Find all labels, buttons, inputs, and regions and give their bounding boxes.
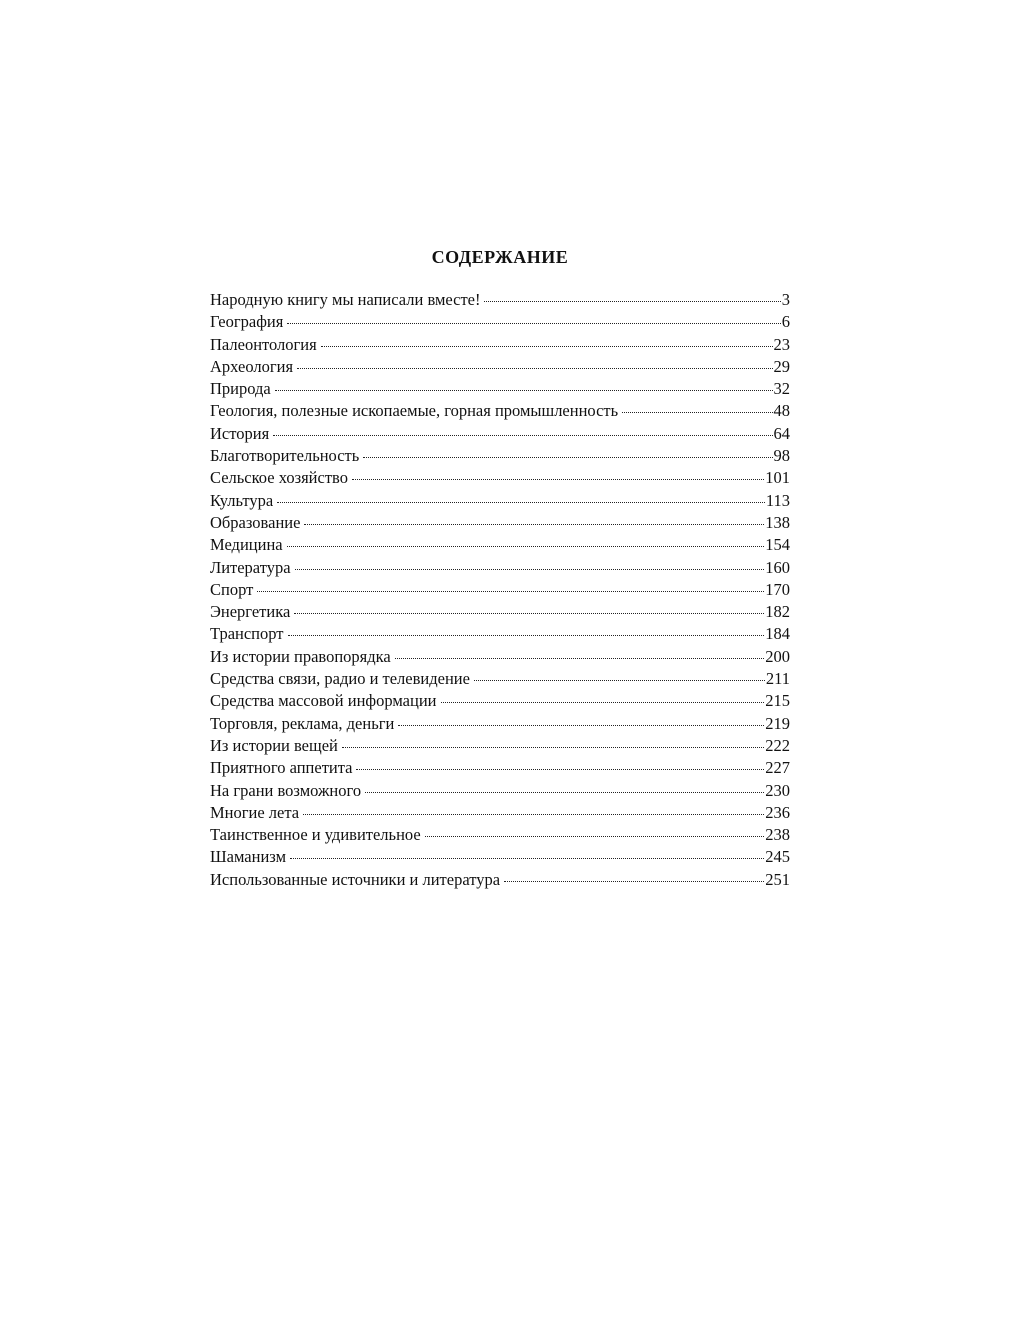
toc-entry-page-number: 48 [773, 401, 790, 421]
toc-entry-page-number: 154 [765, 535, 790, 555]
dot-leader [356, 769, 764, 770]
toc-entry [210, 334, 790, 356]
toc-entry-page-number: 238 [765, 825, 790, 845]
dot-leader [365, 792, 764, 793]
toc-entry-page-number: 200 [765, 646, 790, 666]
toc-entry [210, 601, 790, 623]
toc-entry-label: Культура [210, 490, 274, 510]
toc-entry-page-number: 182 [765, 602, 790, 622]
dot-leader [304, 524, 764, 525]
dot-leader [363, 457, 772, 458]
toc-entry [210, 668, 790, 690]
toc-entry [210, 311, 790, 333]
dot-leader [395, 658, 765, 659]
toc-entry-label: Образование [210, 512, 301, 532]
toc-entry-label: Средства связи, радио и телевидение [210, 669, 470, 689]
dot-leader [288, 635, 765, 636]
toc-entry-page-number: 219 [765, 713, 790, 733]
toc-entry-label: Торговля, реклама, деньги [210, 713, 395, 733]
dot-leader [474, 680, 765, 681]
toc-entry-label: Использованные источники и литература [210, 869, 501, 889]
toc-entry [210, 869, 790, 891]
toc-entry-page-number: 6 [781, 312, 790, 332]
toc-entry-label: Медицина [210, 535, 283, 555]
toc-entry-label: Сельское хозяйство [210, 468, 348, 488]
toc-entry [210, 735, 790, 757]
toc-entry [210, 780, 790, 802]
toc-entry [210, 713, 790, 735]
toc-entry-label: Из истории правопорядка [210, 646, 391, 666]
toc-entry-label: Из истории вещей [210, 735, 338, 755]
toc-entry [210, 400, 790, 422]
toc-entry-page-number: 32 [773, 379, 790, 399]
toc-entry [210, 289, 790, 311]
toc-entry-label: На грани возможного [210, 780, 362, 800]
toc-entry [210, 534, 790, 556]
toc-entry-label: Народную книгу мы написали вместе! [210, 290, 481, 309]
table-of-contents [210, 289, 790, 891]
toc-entry [210, 423, 790, 445]
toc-entry [210, 757, 790, 779]
toc-entry-label: Археология [210, 356, 294, 376]
dot-leader [295, 569, 765, 570]
dot-leader [441, 702, 765, 703]
toc-entry-page-number: 236 [765, 802, 790, 822]
toc-entry-label: Палеонтология [210, 334, 317, 354]
toc-entry-label: Спорт [210, 579, 254, 599]
dot-leader [622, 412, 772, 413]
toc-entry-label: Транспорт [210, 624, 284, 644]
dot-leader [504, 881, 764, 882]
toc-entry-label: Литература [210, 557, 291, 577]
dot-leader [303, 814, 764, 815]
toc-entry-label: Приятного аппетита [210, 758, 353, 778]
toc-entry-page-number: 23 [773, 334, 790, 354]
toc-entry [210, 467, 790, 489]
toc-entry-page-number: 251 [765, 869, 790, 889]
toc-entry [210, 557, 790, 579]
toc-entry-page-number: 160 [765, 557, 790, 577]
toc-entry [210, 646, 790, 668]
toc-entry-page-number: 98 [773, 446, 790, 466]
toc-entry [210, 445, 790, 467]
toc-entry-page-number: 29 [773, 356, 790, 376]
dot-leader [273, 435, 772, 436]
toc-entry-page-number: 101 [765, 468, 790, 488]
dot-leader [277, 502, 765, 503]
toc-entry-page-number: 138 [765, 512, 790, 532]
dot-leader [290, 858, 764, 859]
toc-entry-label: Энергетика [210, 602, 291, 622]
dot-leader [321, 346, 773, 347]
toc-entry-label: Геология, полезные ископаемые, горная промышленность [210, 401, 619, 421]
toc-entry [210, 356, 790, 378]
toc-entry [210, 579, 790, 601]
dot-leader [294, 613, 764, 614]
toc-entry [210, 802, 790, 824]
toc-entry-label: География [210, 312, 284, 332]
toc-entry-page-number: 215 [765, 691, 790, 711]
toc-entry [210, 846, 790, 868]
toc-entry-label: Многие лета [210, 802, 300, 822]
page-title: СОДЕРЖАНИЕ [431, 247, 569, 267]
dot-leader [425, 836, 765, 837]
toc-entry-label: Шаманизм [210, 847, 287, 867]
toc-entry-page-number: 113 [765, 490, 790, 510]
dot-leader [352, 479, 764, 480]
toc-entry-page-number: 184 [765, 624, 790, 644]
toc-entry-label: История [210, 423, 270, 443]
dot-leader [484, 301, 780, 302]
dot-leader [342, 747, 764, 748]
dot-leader [257, 591, 764, 592]
toc-entry-page-number: 64 [773, 423, 790, 443]
toc-entry-label: Таинственное и удивительное [210, 825, 421, 845]
toc-entry [210, 512, 790, 534]
toc-entry [210, 490, 790, 512]
dot-leader [297, 368, 772, 369]
dot-leader [287, 546, 765, 547]
toc-entry [210, 824, 790, 846]
toc-entry [210, 690, 790, 712]
toc-entry-page-number: 3 [781, 290, 790, 309]
dot-leader [275, 390, 773, 391]
toc-entry-label: Благотворительность [210, 446, 360, 466]
toc-entry [210, 623, 790, 645]
toc-entry-page-number: 222 [765, 735, 790, 755]
toc-entry-page-number: 211 [765, 669, 790, 689]
toc-entry [210, 378, 790, 400]
toc-entry-page-number: 245 [765, 847, 790, 867]
toc-entry-page-number: 227 [765, 758, 790, 778]
dot-leader [398, 725, 764, 726]
toc-entry-page-number: 170 [765, 579, 790, 599]
toc-entry-label: Средства массовой информации [210, 691, 437, 711]
toc-entry-label: Природа [210, 379, 271, 399]
toc-entry-page-number: 230 [765, 780, 790, 800]
dot-leader [287, 323, 780, 324]
